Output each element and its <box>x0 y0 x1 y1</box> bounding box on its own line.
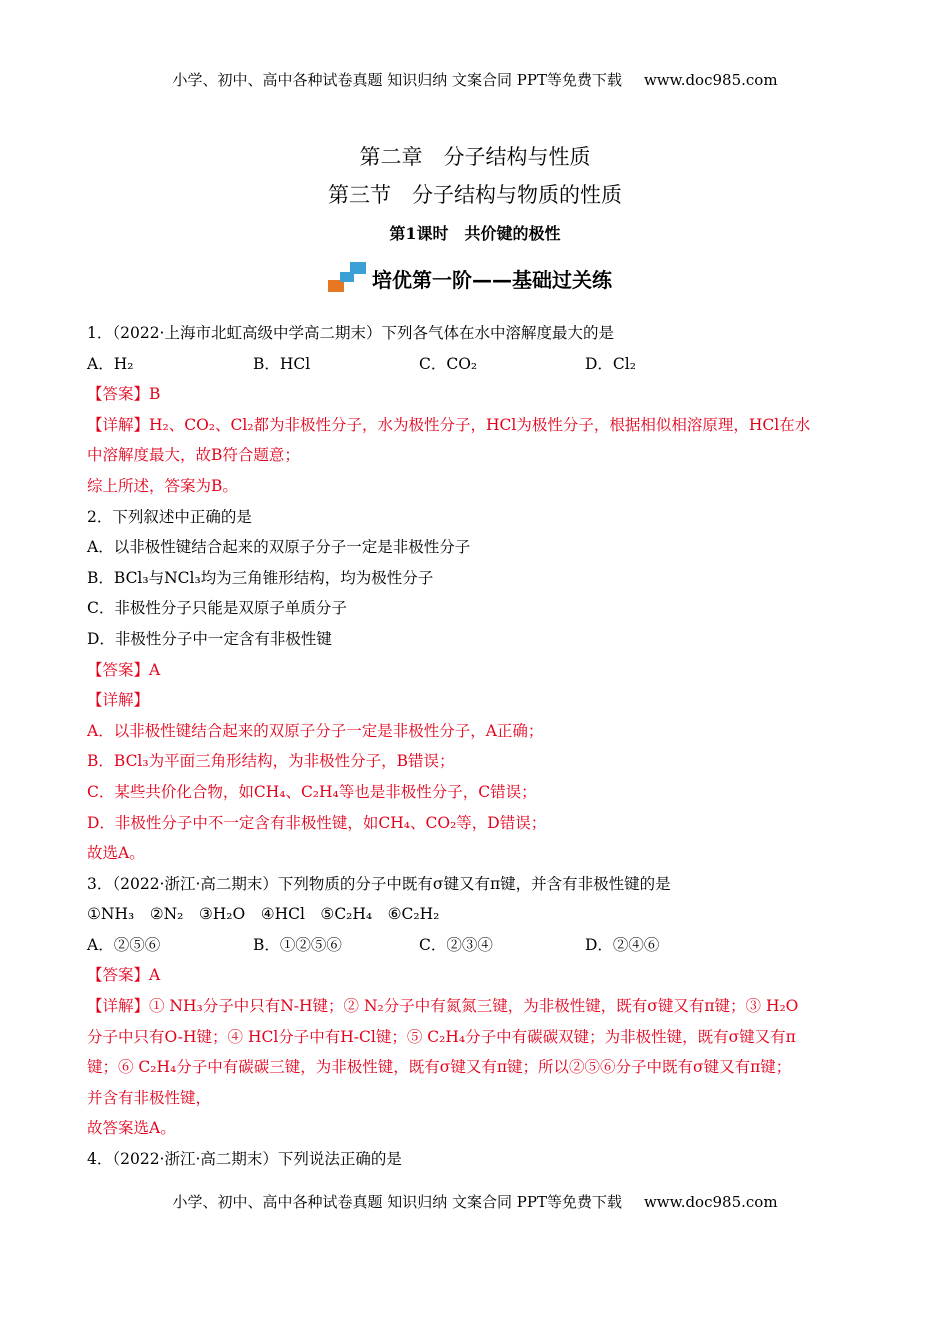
q3-detail-line: 键；⑥ C₂H₄分子中有碳碳三键，为非极性键，既有σ键又有π键；所以②⑤⑥分子中既有σ键又有π键； <box>87 1058 792 1077</box>
q2-option-b: B．BCl₃与NCl₃均为三角锥形结构，均为极性分子 <box>87 568 434 587</box>
q1-option-a: A．H₂ <box>87 354 134 373</box>
banner-title: 培优第一阶——基础过关练 <box>372 267 612 292</box>
q1-conclusion: 综上所述，答案为B。 <box>87 476 238 495</box>
footer-text: 小学、初中、高中各种试卷真题 知识归纳 文案合同 PPT等免费下载 <box>172 1193 622 1211</box>
title-block <box>0 143 950 244</box>
q1-detail-line: 【详解】H₂、CO₂、Cl₂都为非极性分子，水为极性分子，HCl为极性分子，根据相似相溶原理，HCl在水 <box>87 415 811 434</box>
q2-option-c: C．非极性分子只能是双原子单质分子 <box>87 599 347 618</box>
page-footer <box>0 1191 950 1212</box>
q3-option-d: D．②④⑥ <box>585 935 660 954</box>
q1-option-d: D．Cl₂ <box>585 354 636 373</box>
q3-detail-line: 并含有非极性键， <box>87 1088 212 1107</box>
chapter-title: 第二章 分子结构与性质 <box>359 145 591 169</box>
section-title: 第三节 分子结构与物质的性质 <box>328 183 622 207</box>
q1-option-c: C．CO₂ <box>419 354 478 373</box>
q2-detail-c: C．某些共价化合物，如CH₄、C₂H₄等也是非极性分子，C错误； <box>87 782 537 801</box>
q1-options <box>87 349 857 380</box>
q3-stem: 3．（2022·浙江·高二期末）下列物质的分子中既有σ键又有π键，并含有非极性键的是 <box>87 874 671 893</box>
header-text: 小学、初中、高中各种试卷真题 知识归纳 文案合同 PPT等免费下载 <box>172 71 622 89</box>
q3-option-c: C．②③④ <box>419 935 493 954</box>
q3-answer: 【答案】A <box>87 966 161 985</box>
q3-detail-line: 【详解】① NH₃分子中只有N-H键；② N₂分子中有氮氮三键，为非极性键，既有σ键又有π键；③ H₂O <box>87 997 799 1016</box>
q4-stem: 4．（2022·浙江·高二期末）下列说法正确的是 <box>87 1150 402 1169</box>
q3-options <box>87 930 857 961</box>
page-header <box>0 69 950 90</box>
q1-option-b: B．HCl <box>253 354 311 373</box>
q3-items: ①NH₃ ②N₂ ③H₂O ④HCl ⑤C₂H₄ ⑥C₂H₂ <box>87 905 440 924</box>
q3-option-a: A．②⑤⑥ <box>87 935 161 954</box>
q1-stem: 1．（2022·上海市北虹高级中学高二期末）下列各气体在水中溶解度最大的是 <box>87 324 614 342</box>
header-site[interactable]: www.doc985.com <box>643 71 778 89</box>
q1-answer: 【答案】B <box>87 385 161 404</box>
q2-detail-a: A．以非极性键结合起来的双原子分子一定是非极性分子，A正确； <box>87 721 544 740</box>
q2-detail-head: 【详解】 <box>87 691 150 710</box>
question-list <box>87 318 857 1175</box>
level-banner <box>328 262 612 294</box>
q3-detail-line: 分子中只有O-H键；④ HCl分子中有H-Cl键；⑤ C₂H₄分子中有碳碳双键；为非极性键，既有σ键又有π <box>87 1027 796 1046</box>
q3-option-b: B．①②⑤⑥ <box>253 935 342 954</box>
q2-detail-b: B．BCl₃为平面三角形结构，为非极性分子，B错误； <box>87 752 455 771</box>
q2-option-a: A．以非极性键结合起来的双原子分子一定是非极性分子 <box>87 538 471 557</box>
q2-conclusion: 故选A。 <box>87 844 145 863</box>
footer-site[interactable]: www.doc985.com <box>643 1193 778 1211</box>
q2-answer: 【答案】A <box>87 660 161 679</box>
stairs-logo-icon <box>328 262 368 294</box>
q1-detail-line: 中溶解度最大，故B符合题意； <box>87 446 300 465</box>
q2-detail-d: D．非极性分子中不一定含有非极性键，如CH₄、CO₂等，D错误； <box>87 813 547 832</box>
q2-option-d: D．非极性分子中一定含有非极性键 <box>87 629 332 648</box>
lesson-title: 第1课时 共价键的极性 <box>389 224 561 243</box>
q3-conclusion: 故答案选A。 <box>87 1119 176 1138</box>
q2-stem: 2．下列叙述中正确的是 <box>87 507 252 526</box>
